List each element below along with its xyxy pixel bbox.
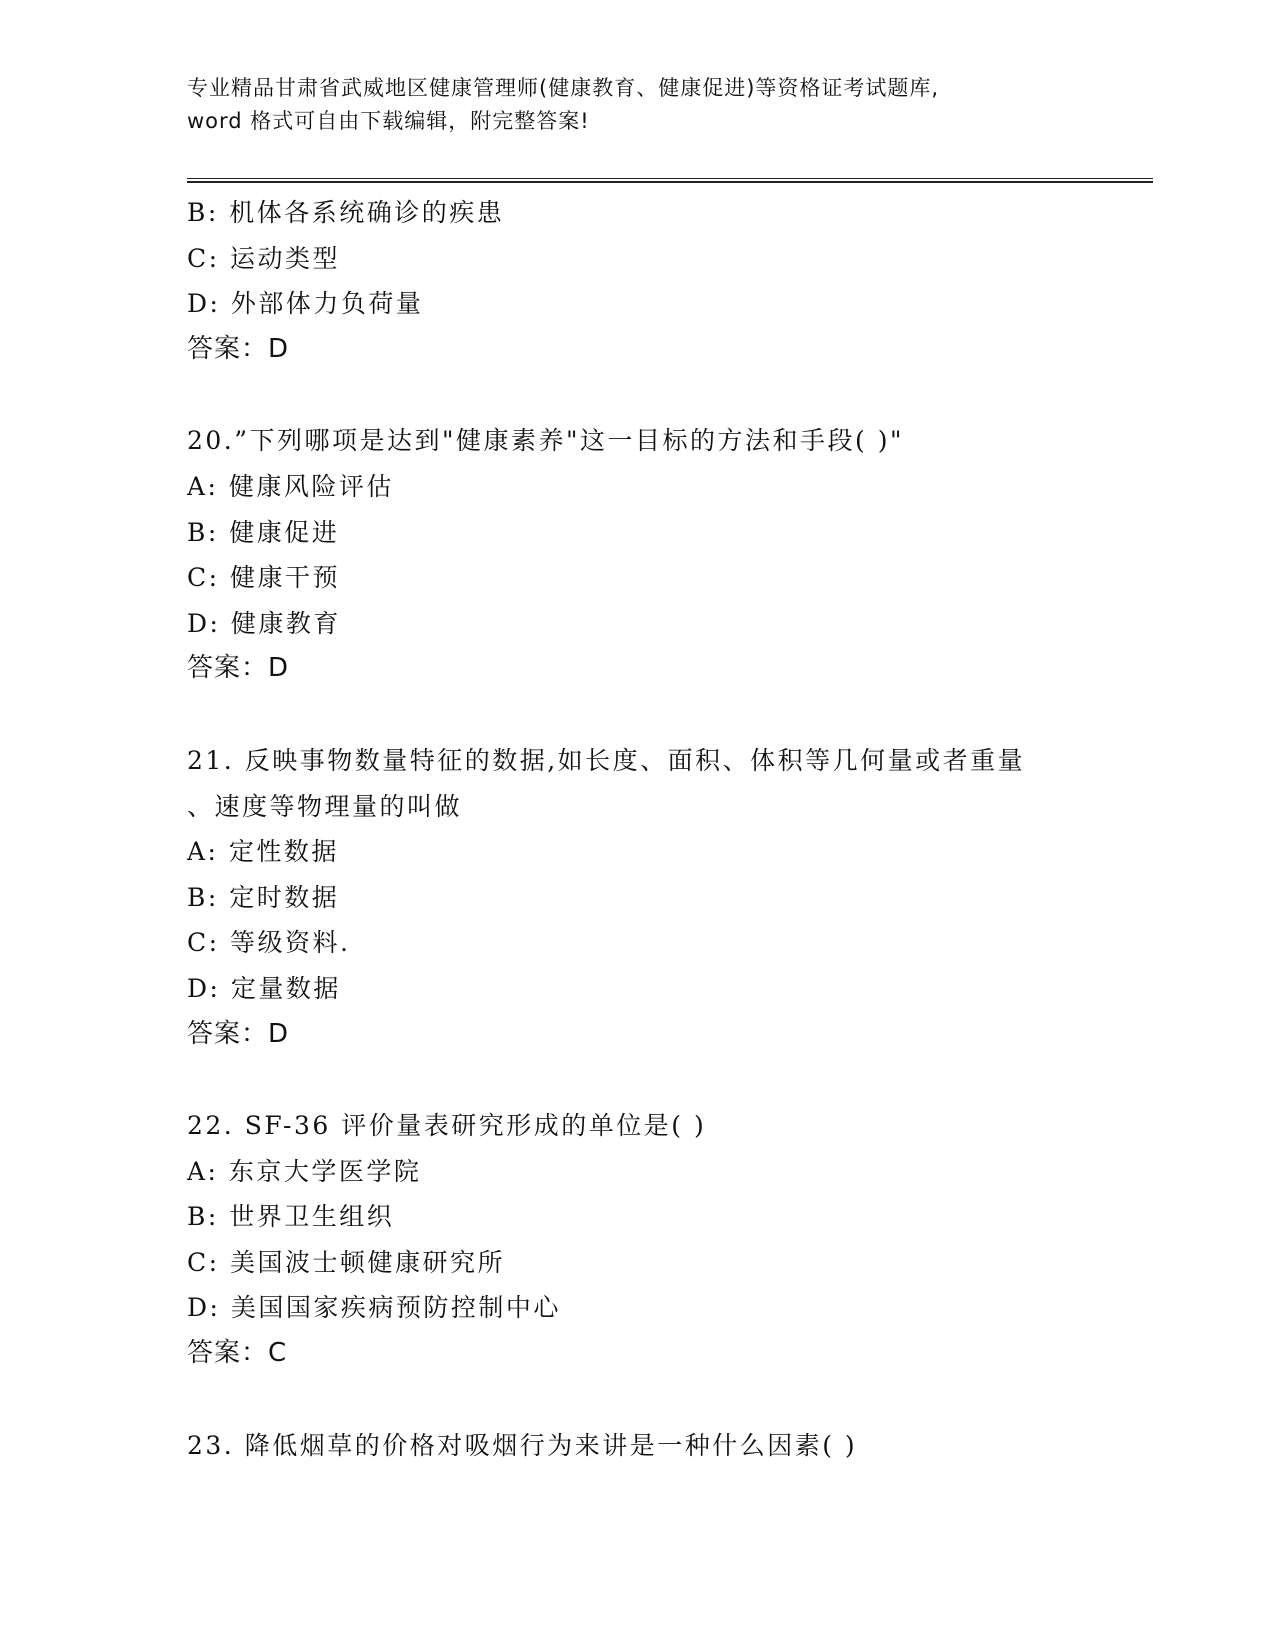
option: C: 美国波士顿健康研究所: [187, 1247, 505, 1277]
option: A: 定性数据: [187, 837, 339, 867]
question-text: 、速度等物理量的叫做: [187, 791, 463, 821]
question-text: 21. 反映事物数量特征的数据,如长度、面积、体积等几何量或者重量: [187, 745, 1026, 775]
option: D: 美国国家疾病预防控制中心: [187, 1293, 561, 1323]
option: C: 等级资料.: [187, 928, 351, 958]
option: B: 机体各系统确诊的疾患: [187, 198, 505, 227]
option: B: 定时数据: [187, 882, 340, 912]
option: D: 定量数据: [187, 973, 341, 1003]
question-text: 23. 降低烟草的价格对吸烟行为来讲是一种什么因素( ): [187, 1430, 858, 1460]
question-text: 22. SF-36 评价量表研究形成的单位是( ): [187, 1111, 707, 1141]
option: A: 东京大学医学院: [187, 1156, 422, 1186]
header-line-2: word 格式可自由下载编辑，附完整答案!: [187, 109, 590, 133]
document-header: [187, 72, 1067, 138]
header-divider: [187, 178, 1153, 183]
option: B: 健康促进: [187, 517, 340, 547]
option: C: 运动类型: [187, 243, 340, 273]
option: A: 健康风险评估: [187, 471, 394, 501]
continued-question: [187, 190, 1087, 372]
question-21: [187, 738, 1087, 1057]
question-list: [187, 190, 1087, 1468]
option: D: 外部体力负荷量: [187, 289, 424, 319]
question-20: [187, 418, 1087, 692]
option: B: 世界卫生组织: [187, 1202, 395, 1232]
header-line-1: 专业精品甘肃省武威地区健康管理师(健康教育、健康促进)等资格证考试题库,: [187, 76, 940, 100]
answer: 答案：D: [187, 653, 290, 684]
answer: 答案：D: [187, 333, 290, 364]
answer: 答案：D: [187, 1018, 290, 1049]
question-text: 20.”下列哪项是达到"健康素养"这一目标的方法和手段( )": [187, 426, 904, 456]
question-23: [187, 1423, 1087, 1469]
answer: 答案：C: [187, 1338, 288, 1369]
option: C: 健康干预: [187, 563, 340, 593]
question-22: [187, 1103, 1087, 1377]
option: D: 健康教育: [187, 608, 341, 638]
